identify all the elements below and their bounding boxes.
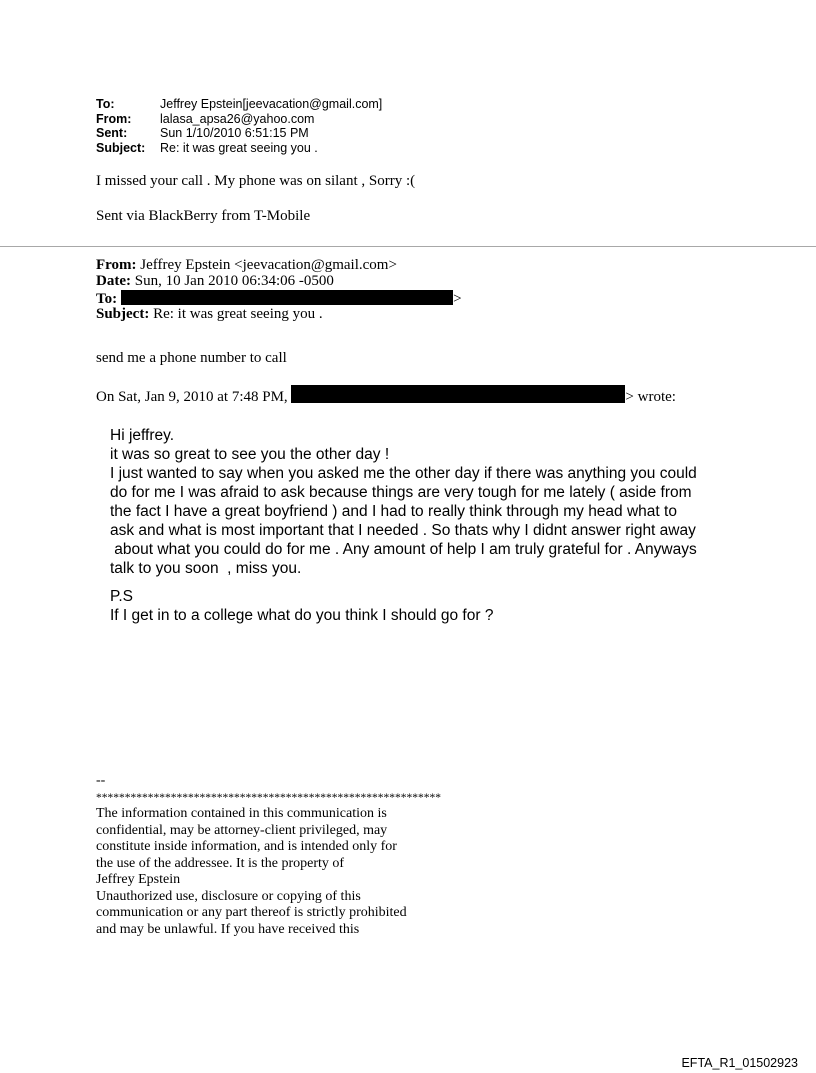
redaction-bar bbox=[121, 290, 453, 305]
message-line: the fact I have a great boyfriend ) and I had to really think through my head what to bbox=[110, 503, 677, 520]
sent-label: Sent: bbox=[96, 126, 128, 140]
message-line: about what you could do for me . Any amount of help I am truly grateful for . Anyways bbox=[110, 541, 697, 558]
disclaimer-stars: ************************************************************ bbox=[96, 791, 441, 804]
from-value: lalasa_apsa26@yahoo.com bbox=[160, 111, 315, 126]
disclaimer-line: constitute inside information, and is intended only for bbox=[96, 839, 397, 854]
quoted-from-value: Jeffrey Epstein <jeevacation@gmail.com> bbox=[140, 257, 397, 273]
quoted-date-label: Date: bbox=[96, 272, 131, 289]
quoted-to-tail: > bbox=[453, 290, 462, 307]
header-from-row bbox=[96, 112, 382, 127]
quoted-to-label: To: bbox=[96, 290, 118, 307]
quoted-from-label: From: bbox=[96, 257, 137, 273]
from-label: From: bbox=[96, 111, 132, 126]
reply-header bbox=[96, 97, 382, 155]
document-id: EFTA_R1_01502923 bbox=[681, 1056, 798, 1070]
quoted-date-value: Sun, 10 Jan 2010 06:34:06 -0500 bbox=[134, 272, 334, 289]
message-line: do for me I was afraid to ask because things are very tough for me lately ( aside from bbox=[110, 484, 692, 501]
reply-signature: Sent via BlackBerry from T-Mobile bbox=[96, 208, 311, 224]
quoted-header bbox=[96, 258, 462, 323]
subject-value: Re: it was great seeing you . bbox=[160, 140, 318, 155]
quoted-date-row bbox=[96, 274, 462, 290]
quoted-subject-label: Subject: bbox=[96, 306, 150, 323]
quoted-subject-value: Re: it was great seeing you . bbox=[153, 306, 323, 323]
disclaimer-dashes: -- bbox=[96, 773, 106, 788]
quoted-from-row bbox=[96, 258, 462, 274]
header-sent-row bbox=[96, 126, 382, 141]
sent-value: Sun 1/10/2010 6:51:15 PM bbox=[160, 126, 309, 140]
separator-line bbox=[0, 246, 816, 247]
message-line: it was so great to see you the other day ! bbox=[110, 446, 390, 463]
original-message bbox=[110, 426, 750, 578]
attribution-line bbox=[96, 385, 676, 406]
quoted-subject-row bbox=[96, 307, 462, 323]
message-line: I just wanted to say when you asked me the other day if there was anything you could bbox=[110, 465, 697, 482]
ps-label: P.S bbox=[110, 588, 133, 605]
disclaimer-line: confidential, may be attorney-client privileged, may bbox=[96, 822, 388, 838]
disclaimer-line: Jeffrey Epstein bbox=[96, 872, 181, 887]
disclaimer-line: The information contained in this communication is bbox=[96, 806, 387, 821]
quoted-to-row bbox=[96, 290, 462, 308]
postscript bbox=[110, 587, 493, 625]
redaction-bar bbox=[291, 385, 625, 403]
subject-label: Subject: bbox=[96, 140, 146, 155]
message-line: talk to you soon , miss you. bbox=[110, 560, 302, 577]
quoted-body: send me a phone number to call bbox=[96, 350, 287, 366]
to-value: Jeffrey Epstein[jeevacation@gmail.com] bbox=[160, 97, 383, 111]
to-label: To: bbox=[96, 97, 115, 111]
disclaimer-line: communication or any part thereof is strictly prohibited bbox=[96, 905, 407, 920]
ps-text: If I get in to a college what do you think I should go for ? bbox=[110, 607, 494, 624]
message-line: ask and what is most important that I needed . So thats why I didnt answer right away bbox=[110, 522, 696, 539]
attribution-prefix: On Sat, Jan 9, 2010 at 7:48 PM, bbox=[96, 389, 288, 405]
disclaimer-line: Unauthorized use, disclosure or copying of this bbox=[96, 888, 361, 904]
attribution-suffix: > wrote: bbox=[625, 389, 676, 405]
disclaimer-line: the use of the addressee. It is the property of bbox=[96, 855, 345, 871]
disclaimer-line: and may be unlawful. If you have received this bbox=[96, 921, 360, 937]
header-to-row bbox=[96, 97, 382, 112]
header-subject-row bbox=[96, 141, 382, 156]
message-line: Hi jeffrey. bbox=[110, 427, 175, 444]
disclaimer bbox=[96, 773, 441, 938]
reply-body: I missed your call . My phone was on silant , Sorry :( bbox=[96, 173, 416, 189]
